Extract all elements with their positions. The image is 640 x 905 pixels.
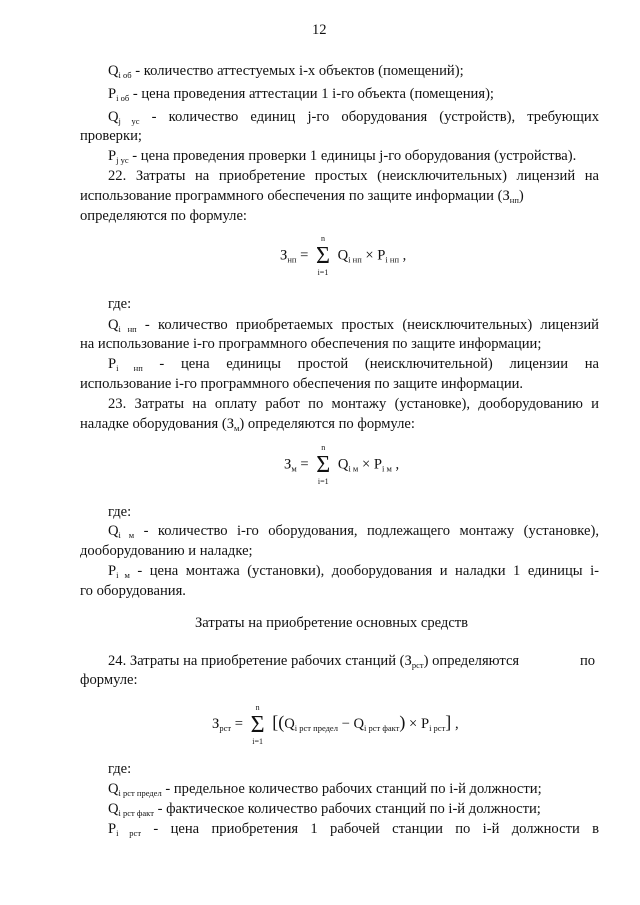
sum-sign: n Σ i=1 bbox=[250, 702, 265, 746]
item23-line1: 23. Затраты на оплату работ по монтажу (установке), дооборудованию и bbox=[108, 396, 599, 412]
item22-line2: использование программного обеспечения по защите информации $(З_{нп})$ bbox=[80, 188, 524, 205]
item24-line2: формуле: bbox=[80, 672, 138, 688]
def-q-rst-fakt: $Q_{i рст факт}$ - фактическое количество рабочих станций по i-й должности; bbox=[108, 801, 541, 818]
def-p-rst: $P_{i рст}$ - цена приобретения 1 рабочей станции по i-й должности в bbox=[108, 821, 599, 838]
def-q-rst-predel: $Q_{i рст предел}$ - предельное количество рабочих станций по i-й должности; bbox=[108, 781, 542, 798]
def-q-im: $Q_{i м}$ - количество i-го оборудования, подлежащего монтажу (установке), bbox=[108, 523, 599, 540]
sum-sign: n Σ i=1 bbox=[316, 443, 331, 486]
def-p-jus: $P_{j ус}$ - цена проведения проверки 1 единицы j-го оборудования (устройства). bbox=[108, 148, 577, 165]
sum-sign: n Σ i=1 bbox=[315, 234, 330, 277]
item22-line3: определяются по формуле: bbox=[80, 208, 247, 224]
item24-line1: 24. Затраты на приобретение рабочих станций $(З_{рст})$ определяются bbox=[108, 653, 520, 670]
formula-znp: $З_{нп}$ = n Σ i=1 $Q_{i нп} \times P_{i нп}$ , bbox=[280, 234, 407, 277]
item22-line1: 22. Затраты на приобретение простых (неисключительных) лицензий на bbox=[108, 168, 599, 184]
def-p-iob: $P_{i об}$ - цена проведения аттестации 1 i-го объекта (помещения); bbox=[108, 86, 494, 103]
where-label: где: bbox=[108, 504, 132, 520]
def-q-inp-cont: на использование i-го программного обеспечения по защите информации; bbox=[80, 336, 542, 352]
item23-line2: наладке оборудования $(З_м)$ определяются по формуле: bbox=[80, 416, 415, 433]
def-p-inp: $P_{i нп}$ - цена единицы простой (неисключительной) лицензии на bbox=[108, 356, 599, 373]
where-label: где: bbox=[108, 761, 132, 777]
def-p-im-cont: го оборудования. bbox=[80, 583, 186, 599]
def-q-jus-cont: проверки; bbox=[80, 128, 142, 144]
section-title: Затраты на приобретение основных средств bbox=[195, 615, 469, 631]
formula-zrst: $З_{рст}$ = n Σ i=1 $[(Q_{i рст предел} - Q_{i рст факт}) \times P_{i рст}]$ , bbox=[212, 702, 459, 746]
def-p-im: $P_{i м}$ - цена монтажа (установки), дооборудования и наладки 1 единицы i- bbox=[108, 563, 599, 580]
def-q-jus: $Q_{j ус}$ - количество единиц j-го оборудования (устройств), требующих bbox=[108, 109, 599, 126]
where-label: где: bbox=[108, 296, 132, 312]
def-q-im-cont: дооборудованию и наладке; bbox=[80, 543, 253, 559]
page-number: 12 bbox=[312, 22, 327, 38]
formula-zm: $З_м$ = n Σ i=1 $Q_{i м} \times P_{i м}$ , bbox=[284, 443, 400, 486]
def-p-inp-cont: использование i-го программного обеспечения по защите информации. bbox=[80, 376, 524, 392]
item24-po: по bbox=[580, 653, 596, 669]
def-q-inp: $Q_{i нп}$ - количество приобретаемых простых (неисключительных) лицензий bbox=[108, 317, 599, 334]
def-q-iob: $Q_{i об}$ - количество аттестуемых i-х объектов (помещений); bbox=[108, 63, 464, 80]
